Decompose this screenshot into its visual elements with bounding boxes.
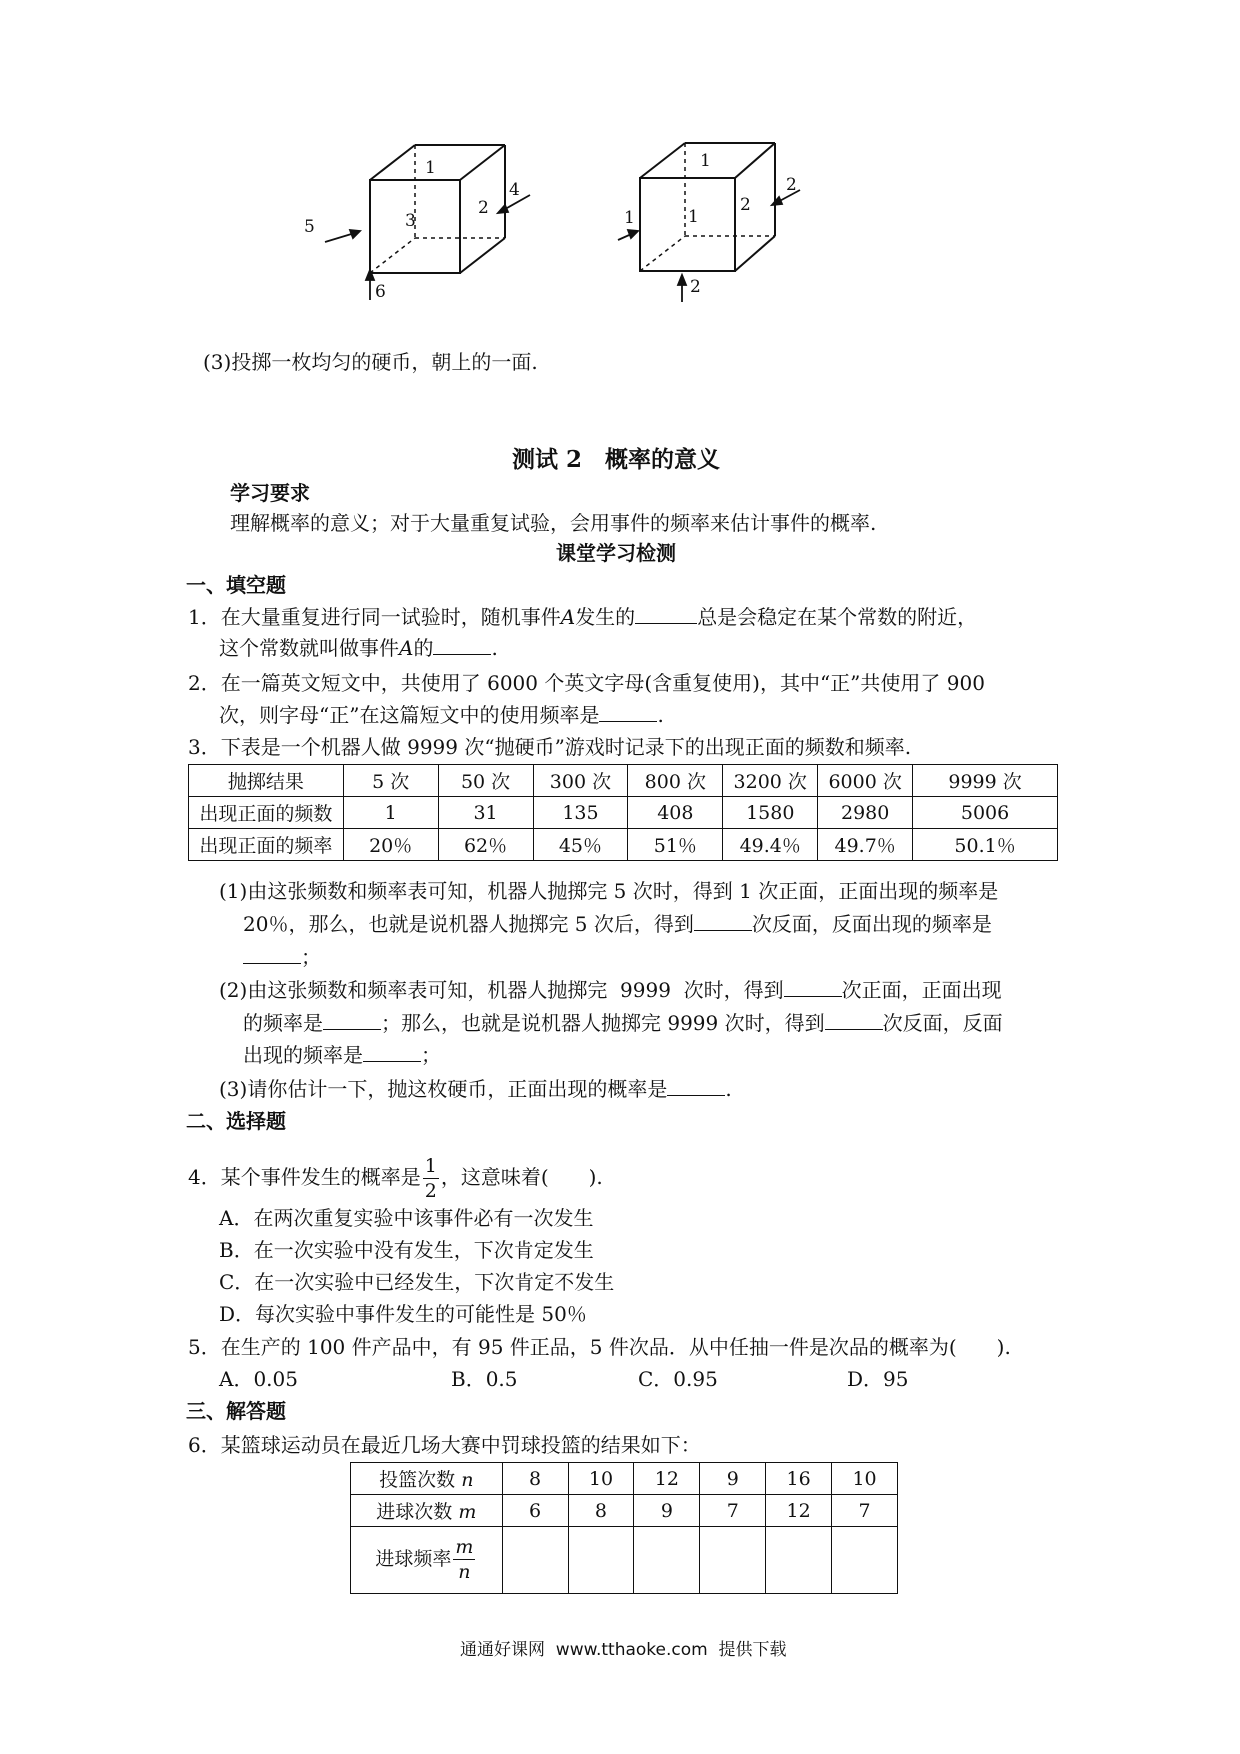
table-row — [351, 1527, 898, 1594]
sub2-text-a: (2)由这张频数和频率表可知，机器人抛掷完 9999 次时，得到 — [219, 978, 784, 1002]
question-5 — [188, 1333, 1011, 1361]
q2-text-c: . — [657, 703, 664, 727]
table-cell: 31 — [438, 797, 533, 829]
q5-option-d[interactable]: D．95 — [847, 1367, 909, 1391]
table-cell: 10 — [568, 1463, 634, 1495]
cube1-label-front: 3 — [405, 211, 416, 231]
q5-option-a[interactable]: A．0.05 — [219, 1367, 298, 1391]
q3-text: 下表是一个机器人做 9999 次“抛硬币”游戏时记录下的出现正面的频数和频率. — [220, 735, 912, 759]
table-cell: 12 — [766, 1495, 832, 1527]
table-cell: 出现正面的频数 — [189, 797, 344, 829]
q6-text: 某篮球运动员在最近几场大赛中罚球投篮的结果如下： — [220, 1433, 701, 1457]
q2-text-b: 次，则字母“正”在这篇短文中的使用频率是 — [219, 703, 600, 727]
sub2-text-d: ；那么，也就是说机器人抛掷完 9999 次时，得到 — [381, 1011, 825, 1035]
q1-text-e: 的 — [413, 636, 434, 660]
learning-req-text: 理解概率的意义；对于大量重复试验，会用事件的频率来估计事件的概率. — [230, 511, 877, 535]
q1-blank-1[interactable] — [635, 605, 697, 624]
q1-text-f: . — [491, 636, 498, 660]
answer-cell[interactable] — [634, 1527, 700, 1594]
table-row — [351, 1495, 898, 1527]
sub2-text-c: 的频率是 — [243, 1011, 323, 1035]
row2-var: m — [458, 1501, 477, 1523]
rate-fraction — [453, 1538, 475, 1582]
q1-num: 1． — [188, 605, 221, 629]
q5-option-b[interactable]: B．0.5 — [451, 1367, 518, 1391]
q5-option-c[interactable]: C．0.95 — [638, 1367, 718, 1391]
table-header-cell: 300 次 — [533, 765, 628, 797]
table-cell: 45％ — [533, 829, 628, 861]
footer-text: 通通好课网 www.tthaoke.com 提供下载 — [460, 1640, 787, 1660]
part3-heading: 三、解答题 — [186, 1399, 286, 1423]
basketball-table — [350, 1462, 898, 1594]
table-cell: 出现正面的频率 — [189, 829, 344, 861]
sub1-text-d: ； — [301, 945, 321, 969]
sub2-text-e: 次反面，反面 — [882, 1011, 1003, 1035]
answer-cell[interactable] — [502, 1527, 568, 1594]
sub3-blank[interactable] — [667, 1077, 725, 1096]
row3-label: 进球频率 — [375, 1548, 452, 1570]
q1-var: A — [560, 605, 576, 629]
cube1-label-left: 5 — [304, 217, 315, 237]
cube2-label-bottom: 2 — [690, 277, 701, 297]
q5-num: 5． — [188, 1335, 221, 1359]
sub2-text-f: 出现的频率是 — [243, 1043, 363, 1067]
table-header-cell: 800 次 — [628, 765, 723, 797]
rate-frac-den: n — [458, 1561, 471, 1583]
table-cell: 7 — [832, 1495, 898, 1527]
row-label-shots — [351, 1463, 503, 1495]
part2-heading: 二、选择题 — [186, 1109, 286, 1133]
answer-cell[interactable] — [766, 1527, 832, 1594]
answer-cell[interactable] — [700, 1527, 766, 1594]
q4-option-d[interactable]: D．每次实验中事件发生的可能性是 50％ — [219, 1302, 587, 1326]
top-item-3: (3)投掷一枚均匀的硬币，朝上的一面. — [203, 350, 538, 374]
q2-num: 2． — [188, 671, 221, 695]
question-2 — [188, 669, 985, 697]
table-header-cell: 5 次 — [343, 765, 438, 797]
q1-var2: A — [399, 636, 414, 660]
table-cell: 62％ — [438, 829, 533, 861]
cube1-label-right: 2 — [478, 198, 489, 218]
sub3-text-b: . — [725, 1077, 732, 1101]
answer-cell[interactable] — [832, 1527, 898, 1594]
table-row — [351, 1463, 898, 1495]
cube2-label-left: 1 — [624, 208, 635, 228]
q1-text-b: 发生的 — [575, 605, 636, 629]
question-4 — [188, 1148, 603, 1206]
table-cell: 7 — [700, 1495, 766, 1527]
sub1-text-b: 20％，那么，也就是说机器人抛掷完 5 次后，得到 — [243, 912, 694, 936]
sub1-blank-2[interactable] — [243, 945, 301, 964]
sub2-blank-4[interactable] — [363, 1043, 421, 1062]
learning-req-heading: 学习要求 — [230, 481, 310, 505]
q4-fraction — [423, 1154, 439, 1202]
q4-text-b: ，这意味着( ). — [440, 1165, 603, 1189]
table-cell: 5006 — [913, 797, 1058, 829]
q4-frac-num: 1 — [424, 1154, 437, 1177]
cube2-label-top: 1 — [700, 151, 711, 171]
table-cell: 49.4％ — [723, 829, 818, 861]
subq-3 — [219, 1075, 732, 1103]
table-cell: 16 — [766, 1463, 832, 1495]
q4-option-c[interactable]: C．在一次实验中已经发生，下次肯定不发生 — [219, 1270, 615, 1294]
table-header-cell: 6000 次 — [818, 765, 913, 797]
q4-text-a: 某个事件发生的概率是 — [220, 1165, 421, 1189]
rate-frac-num: m — [455, 1536, 474, 1558]
q1-text-c: 总是会稳定在某个常数的附近， — [697, 605, 978, 629]
q1-text-d: 这个常数就叫做事件 — [219, 636, 399, 660]
sub2-blank-2[interactable] — [323, 1011, 381, 1030]
q1-text-a: 在大量重复进行同一试验时，随机事件 — [220, 605, 561, 629]
table-header-cell: 9999 次 — [913, 765, 1058, 797]
question-3 — [188, 733, 911, 761]
sub1-blank-1[interactable] — [694, 912, 752, 931]
table-cell: 2980 — [818, 797, 913, 829]
table-cell: 8 — [502, 1463, 568, 1495]
q2-text-a: 在一篇英文短文中，共使用了 6000 个英文字母(含重复使用)，其中“正”共使用了 900 — [220, 671, 985, 695]
table-cell: 9 — [634, 1495, 700, 1527]
question-1 — [188, 603, 977, 631]
table-header-cell: 50 次 — [438, 765, 533, 797]
table-row — [189, 829, 1058, 861]
cube1-label-bottom: 6 — [375, 282, 386, 302]
cube-figure-left — [304, 140, 570, 340]
cube2-label-front: 1 — [688, 207, 699, 227]
q4-num: 4． — [188, 1165, 221, 1189]
question-1-cont — [219, 634, 498, 662]
q2-blank[interactable] — [599, 703, 657, 722]
q5-text: 在生产的 100 件产品中，有 95 件正品，5 件次品．从中任抽一件是次品的概率为( ). — [220, 1335, 1011, 1359]
question-6 — [188, 1431, 701, 1459]
table-cell: 1 — [343, 797, 438, 829]
answer-cell[interactable] — [568, 1527, 634, 1594]
subq-2-line2 — [243, 1009, 1003, 1037]
q6-num: 6． — [188, 1433, 221, 1457]
table-cell: 50.1％ — [913, 829, 1058, 861]
q4-option-b[interactable]: B．在一次实验中没有发生，下次肯定发生 — [219, 1238, 594, 1262]
table-header-cell: 3200 次 — [723, 765, 818, 797]
sub2-blank-1[interactable] — [784, 978, 842, 997]
table-header-cell: 抛掷结果 — [189, 765, 344, 797]
part1-heading: 一、填空题 — [186, 573, 286, 597]
subq-1-line1: (1)由这张频数和频率表可知，机器人抛掷完 5 次时，得到 1 次正面，正面出现的频率是 — [219, 879, 999, 903]
row1-label: 投篮次数 — [379, 1469, 456, 1491]
table-cell: 51％ — [628, 829, 723, 861]
table-cell: 135 — [533, 797, 628, 829]
subq-2-line3 — [243, 1041, 441, 1069]
table-row — [189, 797, 1058, 829]
table-cell: 20％ — [343, 829, 438, 861]
coin-toss-table — [188, 764, 1058, 861]
table-cell: 10 — [832, 1463, 898, 1495]
q3-num: 3． — [188, 735, 221, 759]
row1-var: n — [461, 1469, 474, 1491]
table-cell: 8 — [568, 1495, 634, 1527]
row2-label: 进球次数 — [376, 1501, 453, 1523]
subq-1-line2 — [243, 910, 992, 938]
table-cell: 9 — [700, 1463, 766, 1495]
row-label-rate — [351, 1527, 503, 1594]
table-cell: 408 — [628, 797, 723, 829]
cube1-label-back: 4 — [509, 180, 520, 200]
section-title: 测试 2 概率的意义 — [512, 446, 721, 473]
table-cell: 6 — [502, 1495, 568, 1527]
class-check-title: 课堂学习检测 — [556, 541, 676, 565]
table-header-row — [189, 765, 1058, 797]
sub2-blank-3[interactable] — [825, 1011, 883, 1030]
subq-1-line3 — [243, 943, 321, 971]
question-2-cont — [219, 701, 664, 729]
cube-figure-right — [624, 140, 880, 340]
q4-option-a[interactable]: A．在两次重复实验中该事件必有一次发生 — [219, 1206, 594, 1230]
sub2-text-b: 次正面，正面出现 — [841, 978, 1002, 1002]
table-cell: 1580 — [723, 797, 818, 829]
sub1-text-c: 次反面，反面出现的频率是 — [751, 912, 992, 936]
cube2-label-back: 2 — [786, 175, 797, 195]
cube2-label-right: 2 — [740, 195, 751, 215]
q4-frac-den: 2 — [424, 1179, 437, 1202]
table-cell: 12 — [634, 1463, 700, 1495]
cube1-label-top: 1 — [425, 158, 436, 178]
table-cell: 49.7％ — [818, 829, 913, 861]
row-label-makes — [351, 1495, 503, 1527]
subq-2-line1 — [219, 976, 1002, 1004]
q1-blank-2[interactable] — [433, 636, 491, 655]
sub3-text-a: (3)请你估计一下，抛这枚硬币，正面出现的概率是 — [219, 1077, 668, 1101]
sub2-text-g: ； — [421, 1043, 441, 1067]
